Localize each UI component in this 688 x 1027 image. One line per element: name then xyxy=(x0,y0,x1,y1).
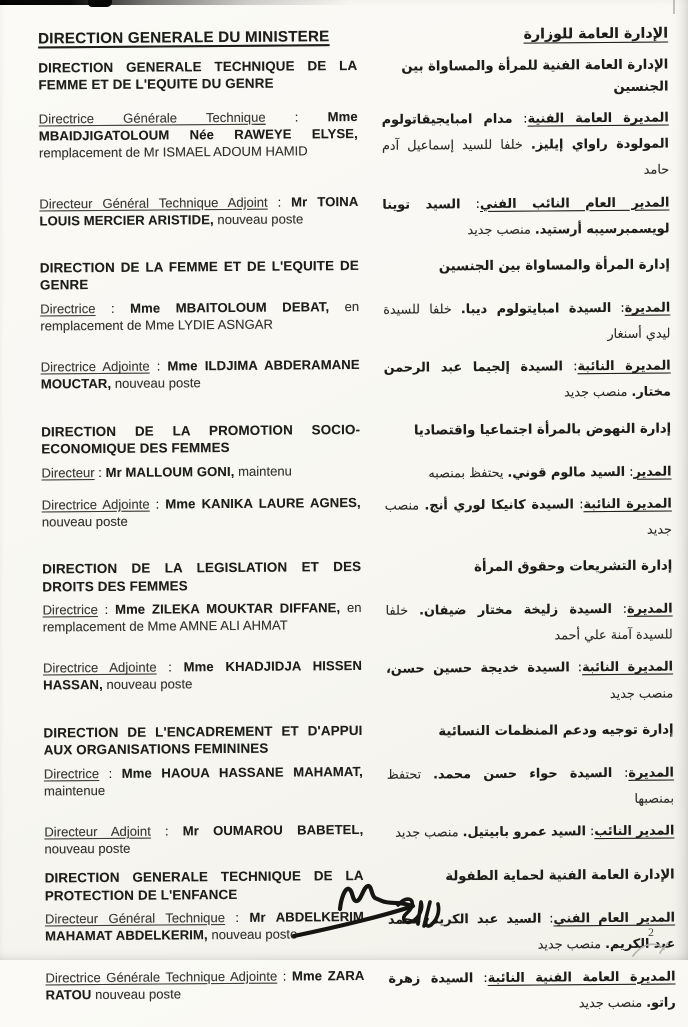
section-heading-ar: إدارة النهوض بالمرأة اجتماعيا واقتصاديا xyxy=(413,421,672,439)
appointment-note: خلفا للسيدة آمنة علي أحمد xyxy=(385,603,673,644)
colon-separator: : xyxy=(585,824,595,840)
colon-separator: : xyxy=(611,601,628,618)
entry-row xyxy=(44,819,674,858)
role-entry-ar xyxy=(385,597,672,652)
signature-scribble xyxy=(278,878,463,948)
colon-separator: : xyxy=(95,300,131,316)
entry-row xyxy=(42,491,672,548)
section-heading-fr: DIRECTION DE LA FEMME ET DE L'EQUITE DE GENRE xyxy=(39,257,359,293)
role-label: Directrice xyxy=(40,300,96,317)
appointment-note: nouveau poste xyxy=(91,985,182,1002)
person-name: السيدة خديجة حسين حسن، xyxy=(385,660,570,678)
entry-row xyxy=(41,354,671,411)
role-label: Directrice Adjointe xyxy=(42,660,157,676)
role-entry-ar xyxy=(384,459,671,487)
role-label: المدير النائب xyxy=(594,823,675,840)
role-label: المديرة النائبة xyxy=(583,496,672,512)
document-body xyxy=(38,26,676,1027)
appointment-note: يحتفظ بمنصبه xyxy=(428,465,508,481)
colon-separator: : xyxy=(149,358,168,374)
section-heading-row xyxy=(38,55,668,105)
role-label: Directeur Général Technique Adjoint xyxy=(39,194,268,211)
appointment-note: maintenu xyxy=(234,463,292,479)
role-entry-ar xyxy=(382,190,669,245)
role-entry-ar xyxy=(386,655,673,710)
section-heading-ar: إدارة توجيه ودعم المنظمات النسائية xyxy=(438,722,674,740)
section-heading-ar: الإدارة العامة الفنية لحماية الطفولة xyxy=(445,867,675,885)
section-heading-fr: DIRECTION DE LA PROMOTION SOCIO-ECONOMIQUE DES FEMMES xyxy=(41,421,361,457)
appointment-note: nouveau poste xyxy=(44,840,131,857)
section-heading-fr: DIRECTION DE LA LEGISLATION ET DES DROITS DES FEMMES xyxy=(42,559,362,595)
person-name: Mme MBAIDJIGATOLOUM Née RAWEYE ELYSE, xyxy=(38,108,358,144)
role-entry-fr xyxy=(44,821,363,858)
appointment-note: منصب جديد xyxy=(609,686,674,702)
role-label: Directrice xyxy=(42,602,98,618)
colon-separator: : xyxy=(267,194,292,210)
appointment-note: منصب جديد xyxy=(537,937,606,953)
person-name: السيدة زهرة راتو. xyxy=(388,970,676,1011)
person-name: Mme MBAITOLOUM DEBAT, xyxy=(129,299,330,316)
role-label: Directrice Adjointe xyxy=(40,358,150,375)
role-label: المديرة العامة الفنية xyxy=(527,110,669,127)
role-label: المديرة العامة الفنية النائبة xyxy=(487,968,676,986)
entry-row xyxy=(43,655,673,712)
person-name: Mr MALLOUM GONI, xyxy=(105,463,235,480)
role-entry-fr xyxy=(42,599,361,636)
appointment-note: remplacement de Mr ISMAEL ADOUM HAMID xyxy=(38,143,308,161)
person-name: مدام امبايجيقاتولوم المولودة راواي إيليز. xyxy=(381,111,669,153)
role-entry-ar xyxy=(385,491,672,546)
person-name: السيدة حواء حسن محمد. xyxy=(433,765,613,783)
person-name: السيدة كانيكا لوري أنج. xyxy=(424,497,574,514)
role-label: Directrice xyxy=(43,765,100,782)
section-heading-fr: DIRECTION GENERALE TECHNIQUE DE LA PROTECTION DE L'ENFANCE xyxy=(44,868,364,904)
colon-separator: : xyxy=(156,659,184,676)
colon-separator: : xyxy=(569,660,583,676)
role-entry-ar xyxy=(387,760,674,815)
appointment-note: nouveau poste xyxy=(207,926,298,943)
appointment-note: منصب جديد xyxy=(395,825,463,841)
colon-separator: : xyxy=(625,464,634,480)
role-label: المديرة xyxy=(628,765,674,781)
role-entry-ar xyxy=(387,819,674,847)
person-name: السيدة إلجيما عبد الرحمن مختار. xyxy=(383,359,671,401)
person-name: السيد عمرو بابيتيل. xyxy=(462,824,587,841)
role-entry-ar xyxy=(383,295,670,350)
colon-separator: : xyxy=(150,823,183,839)
colon-separator: : xyxy=(460,196,481,212)
person-name: السيد عبد الكريم محمد عبد الكريم. xyxy=(387,911,676,953)
entry-row xyxy=(39,190,669,247)
colon-separator: : xyxy=(99,765,122,781)
person-name: السيد مالوم قوني. xyxy=(507,464,626,481)
title-row xyxy=(38,26,668,48)
role-entry-ar xyxy=(382,105,670,186)
appointment-note: nouveau poste xyxy=(102,676,193,693)
role-label: Directrice Générale Technique Adjointe xyxy=(45,968,278,985)
role-label: المدير العام الفني xyxy=(553,910,676,927)
appointment-note: منصب جديد xyxy=(563,385,632,401)
person-name: Mr TOINA LOUIS MERCIER ARISTIDE, xyxy=(39,193,359,229)
colon-separator: : xyxy=(224,909,250,926)
appointment-note: تحتفظ بمنصبها xyxy=(386,767,675,807)
role-entry-fr xyxy=(41,356,360,393)
role-label: Directrice Adjointe xyxy=(41,496,150,513)
page-title-ar: الإدارة العامة للوزارة xyxy=(523,25,669,43)
page-title-fr: DIRECTION GENERALE DU MINISTERE xyxy=(38,28,330,48)
appointment-note: nouveau poste xyxy=(41,513,128,530)
person-name: السيد توينا لويسمبرسيبه أرستيد. xyxy=(382,196,670,238)
role-label: المديرة النائبة xyxy=(577,358,671,375)
colon-separator: : xyxy=(97,601,116,618)
person-name: Mme HAOUA HASSANE MAHAMAT, xyxy=(121,763,363,781)
role-entry-fr xyxy=(45,966,364,1003)
role-entry-fr xyxy=(39,108,358,162)
role-entry-fr xyxy=(44,763,363,800)
page-number: 2 xyxy=(648,925,654,939)
colon-separator: : xyxy=(277,968,292,984)
person-name: Mme ILDJIMA ABDERAMANE MOUCTAR, xyxy=(40,357,360,392)
section-heading-ar: الإدارة العامة الفنية للمرأة والمساواة بين الجنسين xyxy=(401,57,669,96)
scan-artifact-corner-blob xyxy=(88,0,112,7)
colon-separator: : xyxy=(573,496,584,513)
section-heading-row xyxy=(42,556,672,596)
section-heading-row xyxy=(41,418,671,458)
section-heading-row xyxy=(40,254,670,294)
page-flourish-mark xyxy=(630,938,672,960)
entry-row xyxy=(41,459,671,490)
person-name: Mme ZILEKA MOUKTAR DIFFANE, xyxy=(114,600,341,617)
role-label: المديرة xyxy=(624,300,671,316)
section-heading-row xyxy=(43,719,673,759)
section-heading-ar: إدارة التشريعات وحقوق المرأة xyxy=(474,558,673,576)
entry-row xyxy=(40,295,670,352)
colon-separator: : xyxy=(149,496,166,512)
role-label: المديرة النائبة xyxy=(582,659,674,676)
role-label: المدير xyxy=(633,464,672,480)
entry-row xyxy=(45,964,675,1021)
role-entry-fr xyxy=(43,657,362,694)
colon-separator: : xyxy=(611,300,625,316)
role-entry-fr xyxy=(39,192,358,229)
colon-separator: : xyxy=(562,359,578,375)
appointment-note: en remplacement de Mme LYDIE ASNGAR xyxy=(40,298,360,334)
appointment-note: nouveau poste xyxy=(111,375,201,392)
role-entry-fr xyxy=(41,461,360,481)
scan-artifact-right-notch xyxy=(673,0,675,14)
entry-row xyxy=(42,597,672,654)
role-label: Directeur xyxy=(41,464,95,480)
section-heading-ar: إدارة المرأة والمساواة بين الجنسين xyxy=(438,257,670,275)
person-name: السيدة زليخة مختار ضيفان. xyxy=(419,602,612,619)
colon-separator: : xyxy=(265,109,328,125)
person-name: Mr ABDELKERIM MAHAMAT ABDELKERIM, xyxy=(45,909,365,944)
colon-separator: : xyxy=(541,911,554,927)
colon-separator: : xyxy=(612,765,629,781)
role-label: Directeur Adjoint xyxy=(44,823,151,840)
role-label: المدير العام النائب الفني xyxy=(479,195,670,212)
role-label: Directeur Général Technique xyxy=(44,910,226,927)
role-entry-ar xyxy=(388,964,675,1019)
scan-artifact-top-edge xyxy=(0,0,352,5)
colon-separator: : xyxy=(473,970,488,986)
person-name: Mme KHADJIDJA HISSEN HASSAN, xyxy=(43,658,363,693)
colon-separator: : xyxy=(512,111,528,127)
appointment-note: منصب جديد xyxy=(578,995,647,1011)
role-entry-fr xyxy=(40,298,359,335)
person-name: Mr OUMAROU BABETEL, xyxy=(182,822,364,839)
person-name: Mme KANIKA LAURE AGNES, xyxy=(165,494,361,512)
role-label: المديرة xyxy=(627,601,673,617)
colon-separator: : xyxy=(94,464,106,480)
appointment-note: maintenue xyxy=(43,782,106,799)
entry-row xyxy=(44,760,674,817)
entry-row xyxy=(39,105,670,189)
appointment-note: nouveau poste xyxy=(213,210,304,227)
section-heading-fr: DIRECTION GENERALE TECHNIQUE DE LA FEMME ET DE L'EQUITE DU GENRE xyxy=(38,57,358,93)
person-name: السيدة امبايتولوم ديبا. xyxy=(460,300,612,317)
appointment-note: منصب جديد xyxy=(384,498,673,538)
role-entry-ar xyxy=(384,354,671,409)
person-name: Mme ZARA RATOU xyxy=(45,967,365,1002)
appointment-note: منصب جديد xyxy=(467,222,535,238)
role-label: Directrice Générale Technique xyxy=(38,109,266,127)
role-entry-fr xyxy=(42,494,361,531)
appointment-note: خلفا للسيد إسماعيل آدم حامد xyxy=(381,137,670,179)
appointment-note: خلفا للسيدة ليدي أسنغار xyxy=(383,301,671,343)
section-heading-fr: DIRECTION DE L'ENCADREMENT ET D'APPUI AUX ORGANISATIONS FEMININES xyxy=(43,722,363,758)
appointment-note: en remplacement de Mme AMNE ALI AHMAT xyxy=(42,599,362,635)
